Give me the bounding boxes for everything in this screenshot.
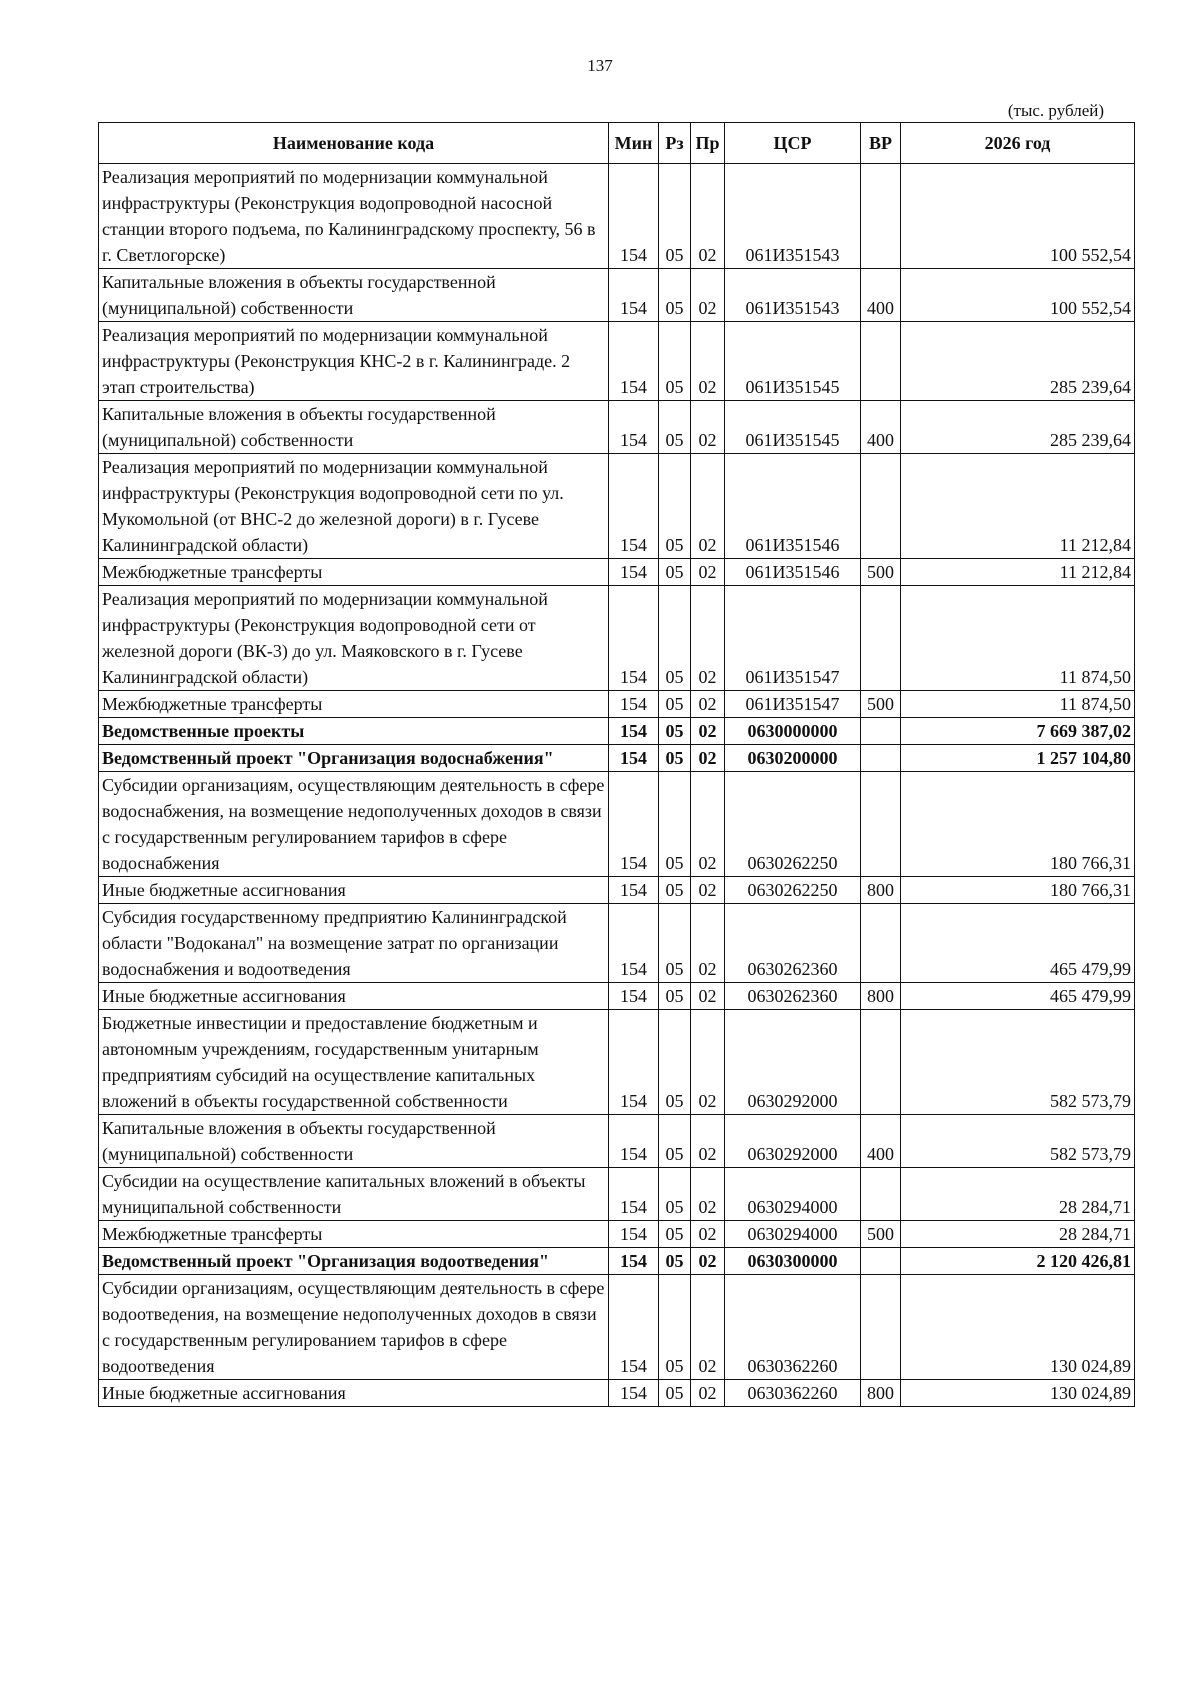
- row-pr: 02: [691, 269, 725, 322]
- table-row: [99, 1248, 1135, 1275]
- row-vr: [861, 164, 901, 269]
- row-rz: 05: [659, 1248, 691, 1275]
- row-min: 154: [609, 322, 659, 401]
- row-amount: 7 669 387,02: [901, 718, 1135, 745]
- table-row: [99, 454, 1135, 559]
- row-vr: 500: [861, 559, 901, 586]
- row-amount: 11 874,50: [901, 586, 1135, 691]
- row-name: Иные бюджетные ассигнования: [99, 877, 609, 904]
- row-min: 154: [609, 745, 659, 772]
- row-vr: [861, 772, 901, 877]
- row-amount: 2 120 426,81: [901, 1248, 1135, 1275]
- row-rz: 05: [659, 1115, 691, 1168]
- row-vr: [861, 1275, 901, 1380]
- row-csr: 0630292000: [725, 1115, 861, 1168]
- row-vr: 400: [861, 269, 901, 322]
- row-min: 154: [609, 1115, 659, 1168]
- row-name: Ведомственный проект "Организация водоотведения": [99, 1248, 609, 1275]
- row-min: 154: [609, 401, 659, 454]
- table-row: [99, 877, 1135, 904]
- row-csr: 0630362260: [725, 1380, 861, 1407]
- row-min: 154: [609, 983, 659, 1010]
- row-vr: [861, 1248, 901, 1275]
- row-vr: 500: [861, 691, 901, 718]
- table-row: [99, 1380, 1135, 1407]
- row-rz: 05: [659, 904, 691, 983]
- header-row: [99, 123, 1135, 164]
- row-name: Субсидии организациям, осуществляющим деятельность в сфере водоотведения, на возмещение недополученных доходов в связи с государственным регулированием тарифов в сфере водоотведения: [99, 1275, 609, 1380]
- row-rz: 05: [659, 322, 691, 401]
- row-amount: 11 874,50: [901, 691, 1135, 718]
- row-name: Капитальные вложения в объекты государственной (муниципальной) собственности: [99, 1115, 609, 1168]
- row-min: 154: [609, 1248, 659, 1275]
- row-vr: 400: [861, 401, 901, 454]
- row-vr: 500: [861, 1221, 901, 1248]
- row-name: Межбюджетные трансферты: [99, 1221, 609, 1248]
- header-csr: ЦСР: [725, 123, 861, 164]
- row-csr: 061И351547: [725, 586, 861, 691]
- header-pr: Пр: [691, 123, 725, 164]
- row-pr: 02: [691, 1115, 725, 1168]
- row-csr: 0630262250: [725, 877, 861, 904]
- row-pr: 02: [691, 164, 725, 269]
- row-csr: 061И351546: [725, 559, 861, 586]
- row-min: 154: [609, 454, 659, 559]
- row-pr: 02: [691, 1248, 725, 1275]
- row-csr: 0630300000: [725, 1248, 861, 1275]
- row-pr: 02: [691, 983, 725, 1010]
- row-rz: 05: [659, 1275, 691, 1380]
- row-amount: 1 257 104,80: [901, 745, 1135, 772]
- table-body: [99, 164, 1135, 1407]
- row-csr: 0630362260: [725, 1275, 861, 1380]
- row-name: Бюджетные инвестиции и предоставление бюджетным и автономным учреждениям, государственным унитарным предприятиям субсидий на осуществление капитальных вложений в объекты государственной собственности: [99, 1010, 609, 1115]
- row-amount: 100 552,54: [901, 269, 1135, 322]
- table-row: [99, 718, 1135, 745]
- row-amount: 285 239,64: [901, 322, 1135, 401]
- row-rz: 05: [659, 983, 691, 1010]
- table-row: [99, 269, 1135, 322]
- row-min: 154: [609, 1168, 659, 1221]
- row-amount: 100 552,54: [901, 164, 1135, 269]
- row-vr: [861, 718, 901, 745]
- row-min: 154: [609, 904, 659, 983]
- row-rz: 05: [659, 559, 691, 586]
- row-min: 154: [609, 718, 659, 745]
- row-csr: 061И351543: [725, 164, 861, 269]
- units-label: (тыс. рублей): [1007, 101, 1104, 120]
- row-min: 154: [609, 586, 659, 691]
- row-csr: 0630200000: [725, 745, 861, 772]
- table-row: [99, 772, 1135, 877]
- row-pr: 02: [691, 718, 725, 745]
- row-pr: 02: [691, 1010, 725, 1115]
- row-rz: 05: [659, 1168, 691, 1221]
- row-rz: 05: [659, 1010, 691, 1115]
- table-row: [99, 322, 1135, 401]
- row-name: Реализация мероприятий по модернизации коммунальной инфраструктуры (Реконструкция водопроводной сети от железной дороги (ВК-3) до ул. Маяковского в г. Гусеве Калининградской области): [99, 586, 609, 691]
- table-row: [99, 401, 1135, 454]
- row-rz: 05: [659, 1221, 691, 1248]
- row-amount: 582 573,79: [901, 1115, 1135, 1168]
- row-amount: 180 766,31: [901, 877, 1135, 904]
- row-pr: 02: [691, 904, 725, 983]
- row-csr: 0630262360: [725, 904, 861, 983]
- row-rz: 05: [659, 401, 691, 454]
- row-rz: 05: [659, 586, 691, 691]
- page-number: 137: [587, 56, 613, 75]
- row-amount: 285 239,64: [901, 401, 1135, 454]
- table-row: [99, 559, 1135, 586]
- row-min: 154: [609, 269, 659, 322]
- header-min: Мин: [609, 123, 659, 164]
- row-csr: 0630292000: [725, 1010, 861, 1115]
- table-row: [99, 1115, 1135, 1168]
- table-row: [99, 691, 1135, 718]
- header-rz: Рз: [659, 123, 691, 164]
- row-rz: 05: [659, 691, 691, 718]
- row-vr: [861, 322, 901, 401]
- row-name: Субсидии организациям, осуществляющим деятельность в сфере водоснабжения, на возмещение недополученных доходов в связи с государственным регулированием тарифов в сфере водоснабжения: [99, 772, 609, 877]
- header-year: 2026 год: [901, 123, 1135, 164]
- row-vr: [861, 745, 901, 772]
- row-min: 154: [609, 1275, 659, 1380]
- row-rz: 05: [659, 454, 691, 559]
- row-rz: 05: [659, 718, 691, 745]
- table-row: [99, 1221, 1135, 1248]
- header-vr: ВР: [861, 123, 901, 164]
- row-csr: 061И351545: [725, 401, 861, 454]
- row-amount: 11 212,84: [901, 454, 1135, 559]
- row-amount: 130 024,89: [901, 1380, 1135, 1407]
- row-csr: 061И351547: [725, 691, 861, 718]
- header-name: Наименование кода: [99, 123, 609, 164]
- row-vr: 400: [861, 1115, 901, 1168]
- row-name: Иные бюджетные ассигнования: [99, 983, 609, 1010]
- row-name: Капитальные вложения в объекты государственной (муниципальной) собственности: [99, 269, 609, 322]
- row-amount: 11 212,84: [901, 559, 1135, 586]
- row-name: Субсидия государственному предприятию Калининградской области "Водоканал" на возмещение затрат по организации водоснабжения и водоотведения: [99, 904, 609, 983]
- row-csr: 0630262250: [725, 772, 861, 877]
- table-row: [99, 745, 1135, 772]
- row-name: Ведомственные проекты: [99, 718, 609, 745]
- row-rz: 05: [659, 269, 691, 322]
- row-rz: 05: [659, 772, 691, 877]
- row-min: 154: [609, 877, 659, 904]
- row-vr: 800: [861, 1380, 901, 1407]
- table-row: [99, 1010, 1135, 1115]
- row-pr: 02: [691, 745, 725, 772]
- row-name: Межбюджетные трансферты: [99, 559, 609, 586]
- row-min: 154: [609, 1380, 659, 1407]
- row-csr: 061И351546: [725, 454, 861, 559]
- row-vr: [861, 904, 901, 983]
- row-name: Межбюджетные трансферты: [99, 691, 609, 718]
- table-row: [99, 1275, 1135, 1380]
- row-pr: 02: [691, 1275, 725, 1380]
- table-row: [99, 586, 1135, 691]
- row-pr: 02: [691, 1221, 725, 1248]
- row-amount: 130 024,89: [901, 1275, 1135, 1380]
- row-amount: 180 766,31: [901, 772, 1135, 877]
- row-pr: 02: [691, 454, 725, 559]
- row-pr: 02: [691, 322, 725, 401]
- row-csr: 0630262360: [725, 983, 861, 1010]
- table-row: [99, 164, 1135, 269]
- row-min: 154: [609, 164, 659, 269]
- row-vr: [861, 586, 901, 691]
- row-amount: 465 479,99: [901, 983, 1135, 1010]
- row-name: Субсидии на осуществление капитальных вложений в объекты муниципальной собственности: [99, 1168, 609, 1221]
- row-pr: 02: [691, 1380, 725, 1407]
- row-min: 154: [609, 1010, 659, 1115]
- row-vr: 800: [861, 983, 901, 1010]
- row-name: Реализация мероприятий по модернизации коммунальной инфраструктуры (Реконструкция водопроводной насосной станции второго подъема, по Калининградскому проспекту, 56 в г. Светлогорске): [99, 164, 609, 269]
- row-amount: 28 284,71: [901, 1168, 1135, 1221]
- row-csr: 061И351543: [725, 269, 861, 322]
- row-name: Иные бюджетные ассигнования: [99, 1380, 609, 1407]
- row-rz: 05: [659, 745, 691, 772]
- row-vr: [861, 454, 901, 559]
- row-pr: 02: [691, 1168, 725, 1221]
- row-amount: 465 479,99: [901, 904, 1135, 983]
- row-pr: 02: [691, 877, 725, 904]
- row-min: 154: [609, 772, 659, 877]
- row-pr: 02: [691, 691, 725, 718]
- row-csr: 0630294000: [725, 1168, 861, 1221]
- row-amount: 582 573,79: [901, 1010, 1135, 1115]
- row-min: 154: [609, 691, 659, 718]
- budget-table: [98, 122, 1135, 1407]
- table-row: [99, 983, 1135, 1010]
- row-amount: 28 284,71: [901, 1221, 1135, 1248]
- row-vr: [861, 1168, 901, 1221]
- row-rz: 05: [659, 1380, 691, 1407]
- row-name: Реализация мероприятий по модернизации коммунальной инфраструктуры (Реконструкция КНС-2 в г. Калининграде. 2 этап строительства): [99, 322, 609, 401]
- row-rz: 05: [659, 877, 691, 904]
- row-csr: 0630294000: [725, 1221, 861, 1248]
- table-row: [99, 1168, 1135, 1221]
- row-pr: 02: [691, 559, 725, 586]
- row-min: 154: [609, 559, 659, 586]
- row-min: 154: [609, 1221, 659, 1248]
- row-name: Реализация мероприятий по модернизации коммунальной инфраструктуры (Реконструкция водопроводной сети по ул. Мукомольной (от ВНС-2 до железной дороги) в г. Гусеве Калининградской области): [99, 454, 609, 559]
- row-vr: 800: [861, 877, 901, 904]
- row-name: Капитальные вложения в объекты государственной (муниципальной) собственности: [99, 401, 609, 454]
- row-rz: 05: [659, 164, 691, 269]
- row-name: Ведомственный проект "Организация водоснабжения": [99, 745, 609, 772]
- row-vr: [861, 1010, 901, 1115]
- row-pr: 02: [691, 401, 725, 454]
- row-pr: 02: [691, 586, 725, 691]
- table-row: [99, 904, 1135, 983]
- row-pr: 02: [691, 772, 725, 877]
- row-csr: 061И351545: [725, 322, 861, 401]
- row-csr: 0630000000: [725, 718, 861, 745]
